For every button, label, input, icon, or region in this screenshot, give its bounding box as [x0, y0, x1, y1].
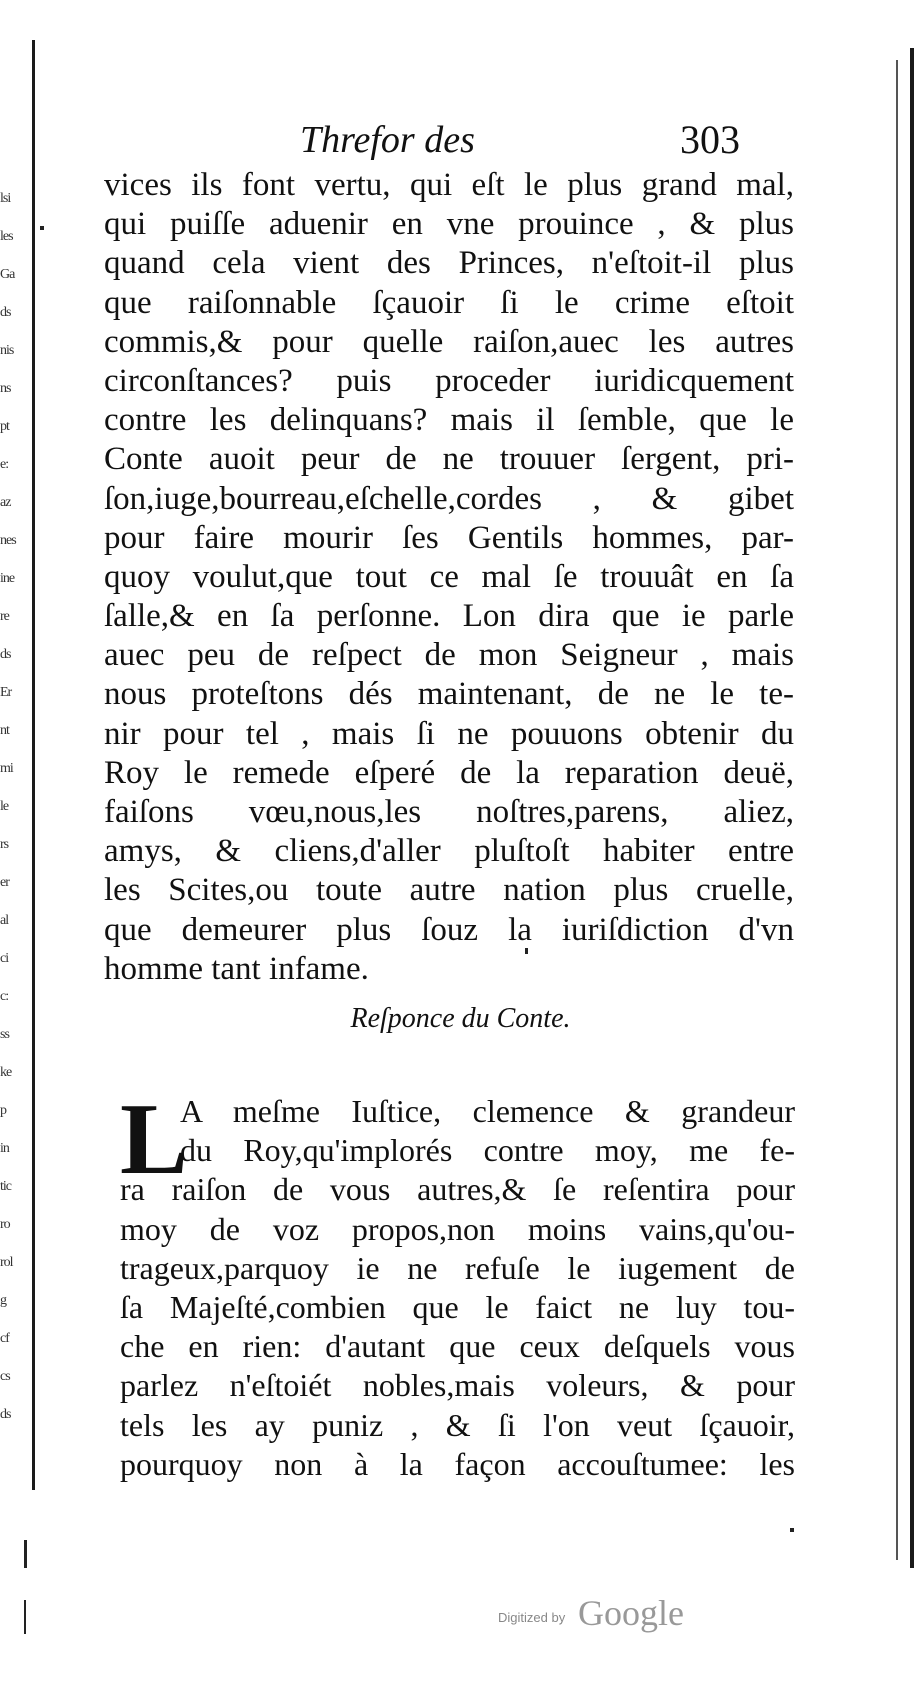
bleed-fragment: cs — [0, 1369, 10, 1384]
bleed-fragment: ds — [0, 1407, 11, 1422]
bleed-fragment: ine — [0, 571, 15, 586]
text-line: tels les ay puniz , & ſi l'on veut ſçauoir, — [120, 1406, 795, 1443]
text-line: trageux,parquoy ie ne refuſe le iugement de — [120, 1249, 795, 1286]
text-line: pourquoy non à la façon accouſtumee: les — [120, 1445, 795, 1482]
text-line: pour faire mourir ſes Gentils hommes, par- — [104, 519, 794, 556]
bleed-fragment: az — [0, 495, 11, 510]
text-line: amys, & cliens,d'aller pluſtoſt habiter entre — [104, 833, 794, 870]
bleed-fragment: er — [0, 875, 9, 890]
bleed-fragment: rol — [0, 1255, 13, 1270]
bleed-fragment: Er — [0, 685, 12, 700]
bleed-fragment: ss — [0, 1027, 9, 1042]
text-line: moy de voz propos,non moins vains,qu'ou- — [120, 1210, 795, 1247]
text-line: ra raiſon de vous autres,& ſe reſentira pour — [120, 1171, 795, 1208]
bleed-fragment: pt — [0, 419, 9, 434]
bleed-fragment: nt — [0, 723, 9, 738]
response-text — [120, 1083, 795, 1484]
bleed-fragment: tic — [0, 1179, 11, 1194]
text-line: quand cela vient des Princes, n'eſtoit-il plus — [104, 245, 794, 282]
bleed-fragment: ke — [0, 1065, 12, 1080]
bleed-fragment: rs — [0, 837, 9, 852]
text-line: ſon,iuge,bourreau,eſchelle,cordes , & gibet — [104, 480, 794, 517]
text-line: contre les delinquans? mais il ſemble, que le — [104, 402, 794, 439]
page-left-edge — [32, 40, 35, 1490]
text-line: che en rien: d'autant que ceux deſquels vous — [120, 1328, 795, 1365]
bleed-fragment: re — [0, 609, 9, 624]
text-line: nir pour tel , mais ſi ne pouuons obtenir du — [104, 715, 794, 752]
bleed-fragment: ro — [0, 1217, 10, 1232]
page-right-edge-shadow — [896, 60, 898, 1560]
text-line: ſa Majeſté,combien que le faict ne luy tou- — [120, 1288, 795, 1325]
bleed-fragment: ds — [0, 305, 11, 320]
text-line: circonſtances? puis proceder iuridicquement — [104, 362, 794, 399]
bleed-fragment: c: — [0, 989, 9, 1004]
bleed-fragment: le — [0, 799, 9, 814]
bleed-fragment: mi — [0, 761, 13, 776]
ink-speck — [24, 1540, 27, 1568]
text-line: quoy voulut,que tout ce mal ſe trouuât en ſa — [104, 558, 794, 595]
digitized-by-label: Digitized by — [498, 1610, 566, 1625]
text-line: commis,& pour quelle raiſon,auec les autres — [104, 323, 794, 360]
left-bleed-through-text — [0, 180, 28, 1530]
text-line: les Scites,ou toute autre nation plus cruelle, — [104, 872, 794, 909]
bleed-fragment: lsi — [0, 191, 11, 206]
bleed-fragment: Ga — [0, 267, 15, 282]
text-line: qui puiſſe aduenir en vne prouince , & plus — [104, 206, 794, 243]
ink-speck — [525, 948, 528, 954]
text-line: Conte auoit peur de ne trouuer ſergent, pri- — [104, 441, 794, 478]
page-number: 303 — [680, 117, 740, 162]
text-line: parlez n'eſtoiét nobles,mais voleurs, & pour — [120, 1367, 795, 1404]
text-line: Roy le remede eſperé de la reparation deuë, — [104, 754, 794, 791]
page-right-edge — [910, 48, 914, 1568]
bleed-fragment: ns — [0, 381, 11, 396]
ink-speck — [790, 1528, 794, 1532]
section-heading: Reſponce du Conte. — [350, 1003, 571, 1034]
text-line: A meſme Iuſtice, clemence & grandeur — [180, 1093, 795, 1129]
bleed-fragment: ds — [0, 647, 11, 662]
text-line: vices ils font vertu, qui eſt le plus grand mal, — [104, 167, 794, 203]
text-line: faiſons vœu,nous,les noſtres,parens, aliez, — [104, 794, 794, 830]
text-line: que demeurer plus ſouz la iuriſdiction d'vn — [104, 911, 794, 948]
google-watermark: Google — [578, 1593, 684, 1633]
bleed-fragment: p — [0, 1103, 6, 1118]
text-line: que raiſonnable ſçauoir ſi le crime eſtoit — [104, 284, 794, 321]
bleed-fragment: ci — [0, 951, 9, 966]
body-text — [104, 166, 794, 989]
ink-speck — [24, 1600, 26, 1634]
ink-speck — [40, 226, 44, 230]
text-line: nous proteſtons dés maintenant, de ne le te- — [104, 676, 794, 713]
bleed-fragment: cf — [0, 1331, 9, 1346]
bleed-fragment: nes — [0, 533, 16, 548]
text-line: auec peu de reſpect de mon Seigneur , mais — [104, 637, 794, 674]
drop-cap: L — [120, 1083, 189, 1196]
bleed-fragment: in — [0, 1141, 9, 1156]
bleed-fragment: al — [0, 913, 9, 928]
text-line: ſalle,& en ſa perſonne. Lon dira que ie parle — [104, 598, 794, 635]
running-head: Threfor des — [300, 119, 475, 161]
bleed-fragment: g — [0, 1293, 6, 1308]
text-line: homme tant infame. — [104, 950, 369, 987]
bleed-fragment: les — [0, 229, 13, 244]
text-line: du Roy,qu'implorés contre moy, me fe- — [180, 1132, 795, 1169]
bleed-fragment: nis — [0, 343, 14, 358]
bleed-fragment: e: — [0, 457, 9, 472]
